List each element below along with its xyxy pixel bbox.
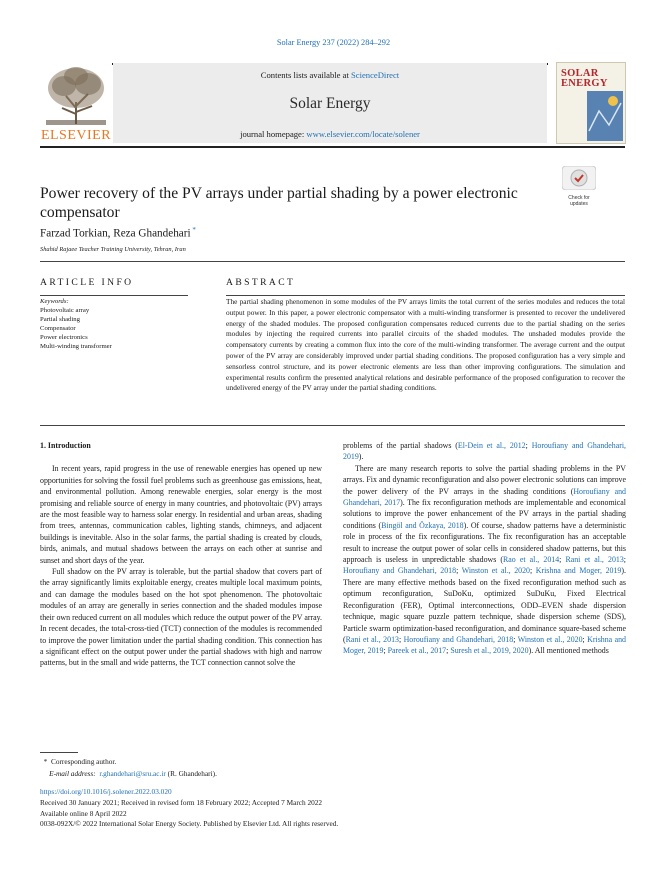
citation-link[interactable]: Krishna and Moger, 2019 (535, 566, 622, 576)
text-run: ; (398, 634, 404, 644)
check-updates-icon (562, 166, 596, 190)
citation-link[interactable]: Horoufiany and Ghandehari, 2018 (403, 634, 514, 644)
citation-link[interactable]: Bingöl and Özkaya, 2018 (381, 520, 464, 530)
text-run: There are many research reports to solve the partial shading problems in the PV arrays. Fix and dynamic reconfiguration and also power electronic solutions can improve the power delivery of the PV arrays in the shading conditions ( (343, 463, 626, 496)
homepage-prefix: journal homepage: (240, 129, 307, 139)
text-run: ; (623, 555, 626, 565)
elsevier-logo (40, 62, 112, 144)
citation-link[interactable]: Krishna and Moger, 2019 (343, 634, 626, 656)
keyword-item: Power electronics (40, 333, 88, 341)
paragraph (343, 440, 626, 463)
text-run: ; (582, 634, 588, 644)
cover-title (561, 69, 608, 89)
affiliation: Shahid Rajaee Teacher Training University, Tehran, Iran (40, 246, 186, 253)
publication-info (40, 787, 338, 830)
text-run: ; (513, 634, 518, 644)
email-suffix: (R. Ghandehari). (165, 769, 217, 778)
citation-link[interactable]: Winston et al., 2020 (517, 634, 583, 644)
footnote-mark: * (43, 757, 48, 766)
footnote (40, 756, 217, 780)
citation-link[interactable]: Suresh et al., 2019, 2020 (450, 646, 529, 656)
article-info-heading: ARTICLE INFO (40, 277, 134, 288)
citation-link[interactable]: Rao et al., 2014 (503, 555, 560, 565)
corresponding-text: Corresponding author. (50, 757, 117, 766)
citation-link[interactable]: Horoufiany and Ghandehari, 2018 (343, 566, 457, 576)
paragraph: In recent years, rapid progress in the use of renewable energies has opened up new opportunities for solving the fossil fuel problems such as greenhouse gas emissions, heat, and environmental pollution. Among renewable energies, solar energy is the most promising and reliable source of energy in many countries, and photovoltaic (PV) arrays are the most feasible way to harness solar energy. In residential and urban areas, shading from trees, antennas, communication cables, lighting stands, chimneys, and adjacent buildings is inevitable. Also in the solar farms, the partial shading is created by clouds, birds, animals, and mutual shadows between the arrays on each other at sunrise and sunset and short days of the year. (40, 464, 322, 565)
keyword-item: Compensator (40, 324, 76, 332)
contents-prefix: Contents lists available at (260, 70, 351, 80)
article-info-rule (40, 295, 188, 296)
left-column (40, 440, 322, 669)
check-updates-label (562, 195, 596, 207)
cover-title-line1: SOLAR (561, 68, 599, 79)
text-run: ). There are many effective methods based on the fixed reconfiguration method such as optimum reconfiguration, SuDoKu, optimized SuDuKu, Fixed Electrical Reconfiguration (FER), Optimal interconnections, ODD–EVEN shade dispersion technique, magic square puzzle pattern technique, shade dispersion scheme (SDS), Particle swarm optimization-based reconfiguration, and dominance square-based scheme ( (343, 566, 626, 644)
elsevier-wordmark: ELSEVIER (40, 128, 112, 143)
text-run: ; (383, 646, 388, 656)
abstract-rule (226, 295, 625, 296)
keyword-item: Photovoltaic array (40, 306, 90, 314)
citation-link[interactable]: Winston et al., 2020 (461, 566, 530, 576)
available-online: Available online 8 April 2022 (40, 808, 127, 818)
journal-homepage (113, 129, 547, 139)
journal-citation[interactable]: Solar Energy 237 (2022) 284–292 (276, 38, 391, 47)
received-dates: Received 30 January 2021; Received in revised form 18 February 2022; Accepted 7 March 2022 (40, 797, 323, 807)
journal-cover-thumbnail[interactable] (556, 62, 626, 144)
cover-title-line2: ENERGY (561, 78, 608, 89)
homepage-link[interactable]: www.elsevier.com/locate/solener (306, 129, 420, 139)
keyword-item: Multi-winding transformer (40, 342, 112, 350)
footnote-rule (40, 752, 78, 753)
text-run: ). Of course, shadow patterns have a deterministic role in process of the fix reconfigurations. The fix reconfiguration has an acceptable result to increase the output power of solar cells in considered shadow patterns, but this approach is useless in unpredictable shadows ( (343, 520, 626, 565)
title-rule (40, 261, 625, 262)
contents-line (113, 70, 547, 80)
cover-art-icon (587, 91, 623, 141)
author-names: Farzad Torkian, Reza Ghandehari (40, 227, 191, 240)
paragraph (343, 463, 626, 657)
text-run: ). The fix reconfiguration methods are implementable and economical solutions to improve the power enhancement of the PV arrays in the partial shading conditions ( (343, 498, 626, 530)
badge-line2: updates (570, 201, 588, 207)
article-title: Power recovery of the PV arrays under partial shading by a power electronic compensator (40, 185, 518, 221)
text-run: ). (358, 452, 364, 462)
sciencedirect-link[interactable]: ScienceDirect (351, 70, 400, 80)
text-run: ; (530, 566, 536, 576)
citation-link[interactable]: El-Dein et al., 2012 (457, 441, 526, 450)
journal-header-box (113, 63, 547, 143)
abstract-bottom-rule (40, 425, 625, 426)
keywords-label: Keywords: (40, 298, 69, 305)
right-column (343, 440, 626, 657)
email-link[interactable]: r.ghandehari@sru.ac.ir (99, 769, 166, 778)
author-list (40, 226, 196, 240)
abstract-heading: ABSTRACT (226, 277, 296, 288)
text-run: ; (446, 646, 451, 656)
text-run: ; (525, 441, 532, 450)
citation-link[interactable]: Rani et al., 2013 (565, 555, 624, 565)
abstract-text: The partial shading phenomenon in some modules of the PV arrays limits the total current of the series modules and reduces the total output power. In this paper, a power electronic compensator with a multi-winding transformer is presented to recover the undelivered energy of the shaded modules. The proposed configuration compensates reduced currents due to the partial shading on the series modules by injecting the required currents into parallel circuits of the shaded modules. The unshaded modules provide the compensatory currents by creating a common flux into the core of the multi-winding transformer. The average current and the output power of the PV array are considerably improved under partial shading conditions. The proposed configuration has a very simple and sensorless control structure, and its power electronic elements are less than other improving configurations. The simulation and experimental results confirm the presented analytical relations and desirable performance of the proposed configuration to recover the undelivered energy of the PV array under the partial shading conditions. (226, 297, 625, 393)
citation-link[interactable]: Rani et al., 2013 (345, 634, 399, 644)
copyright-line: 0038-092X/© 2022 International Solar Energy Society. Published by Elsevier Ltd. All rights reserved. (40, 819, 339, 829)
email-label: E-mail address: (49, 769, 96, 778)
keywords-block (40, 298, 112, 351)
header-bottom-rule (40, 146, 625, 148)
citation-link[interactable]: Horoufiany and Ghandehari, 2019 (343, 441, 626, 462)
corresponding-author-mark[interactable]: * (190, 226, 196, 234)
citation-link[interactable]: Pareek et al., 2017 (387, 646, 447, 656)
corresponding-author-note (40, 756, 217, 768)
badge-line1: Check for (568, 195, 590, 201)
text-run: ; (456, 566, 462, 576)
keyword-item: Partial shading (40, 315, 80, 323)
text-run: problems of the partial shadows ( (343, 441, 458, 450)
check-for-updates-badge[interactable] (562, 166, 596, 207)
journal-name: Solar Energy (289, 95, 371, 112)
email-line (40, 768, 217, 780)
doi-link[interactable]: https://doi.org/10.1016/j.solener.2022.03.020 (40, 787, 172, 796)
text-run: ; (559, 555, 566, 565)
paragraph: Full shadow on the PV array is tolerable, but the partial shadow that covers part of the array significantly limits exploitable energy, creates multiple local maximum points, and can damage the modules based on the hot spot phenomenon. The photovoltaic modules of an array are generally in series connection and the shaded modules impose their own reduced current on all modules which reduce the output power of the PV array. In recent decades, the total-cross-tied (TCT) connection of the modules is recommended to improve the power limitation under the partial shading condition. This connection has a significant effect on the output power under the partial shadows with high and narrow patterns, but in the small and wide patterns, the TCT connection cannot solve the (40, 567, 322, 668)
citation-link[interactable]: Horoufiany and Ghandehari, 2017 (343, 486, 626, 508)
introduction-heading: 1. Introduction (40, 441, 91, 450)
text-run: ). All mentioned methods (528, 646, 609, 656)
